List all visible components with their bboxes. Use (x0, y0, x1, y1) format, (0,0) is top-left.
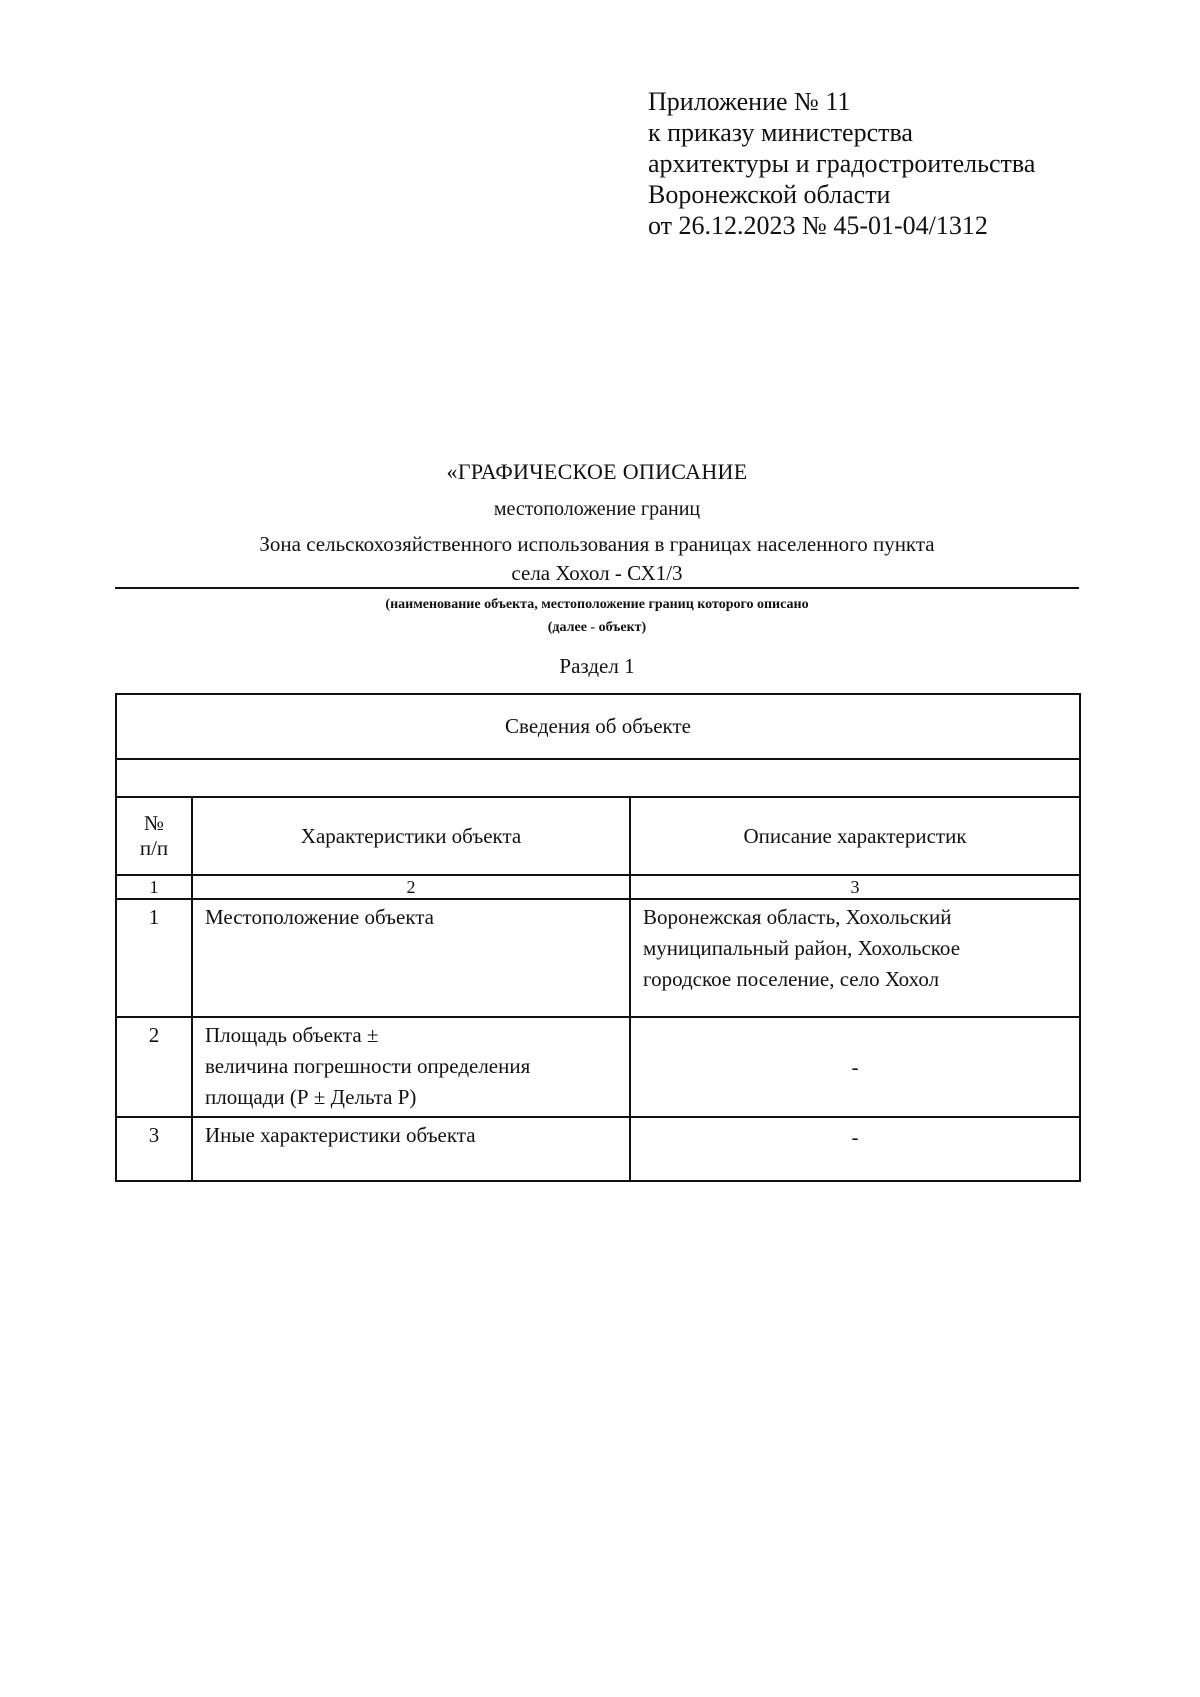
column-number-1: 1 (116, 875, 192, 899)
object-caption-line-2: (далее - объект) (547, 620, 647, 635)
object-info-table (115, 693, 1081, 1182)
appendix-order-date: от 26.12.2023 № 45-01-04/1312 (648, 211, 988, 240)
table-row (116, 1117, 1080, 1181)
object-caption (115, 593, 1079, 639)
section-label: Раздел 1 (559, 654, 635, 678)
appendix-number: Приложение № 11 (648, 87, 851, 116)
table-header-row (116, 797, 1080, 875)
row-characteristic: Иные характеристики объекта (192, 1117, 630, 1181)
table-row (116, 1017, 1080, 1117)
table-caption-row (116, 694, 1080, 759)
row-description: - (630, 1117, 1080, 1181)
column-number-2: 2 (192, 875, 630, 899)
object-caption-line-1: (наименование объекта, местоположение границ которого описано (385, 597, 809, 612)
object-name-underline (115, 587, 1079, 589)
object-name-line-1: Зона сельскохозяйственного использования в границах населенного пункта (259, 532, 935, 556)
row-description: Воронежская область, Хохольский муниципальный район, Хохольское городское поселение, село Хохол (630, 899, 1080, 1017)
header-description: Описание характеристик (630, 797, 1080, 875)
column-number-row (116, 875, 1080, 899)
table-caption: Сведения об объекте (116, 694, 1080, 759)
document-subtitle: местоположение границ (493, 498, 701, 520)
object-name-line-2: села Хохол - СХ1/3 (511, 561, 683, 585)
appendix-region: Воронежской области (648, 180, 891, 209)
row-num: 1 (116, 899, 192, 1017)
row-num: 3 (116, 1117, 192, 1181)
row-characteristic: Площадь объекта ± величина погрешности определения площади (Р ± Дельта Р) (192, 1017, 630, 1117)
row-num: 2 (116, 1017, 192, 1117)
document-title: «ГРАФИЧЕСКОЕ ОПИСАНИЕ (446, 459, 748, 484)
header-num: № п/п (116, 797, 192, 875)
row-description: - (630, 1017, 1080, 1117)
header-characteristic: Характеристики объекта (192, 797, 630, 875)
appendix-ministry: архитектуры и градостроительства (648, 149, 1036, 178)
appendix-order-ref: к приказу министерства (648, 118, 913, 147)
table-row (116, 899, 1080, 1017)
row-characteristic: Местоположение объекта (192, 899, 630, 1017)
object-name (115, 530, 1079, 588)
table-empty-row (116, 759, 1080, 797)
appendix-header (648, 86, 1168, 241)
table-empty-cell (116, 759, 1080, 797)
column-number-3: 3 (630, 875, 1080, 899)
